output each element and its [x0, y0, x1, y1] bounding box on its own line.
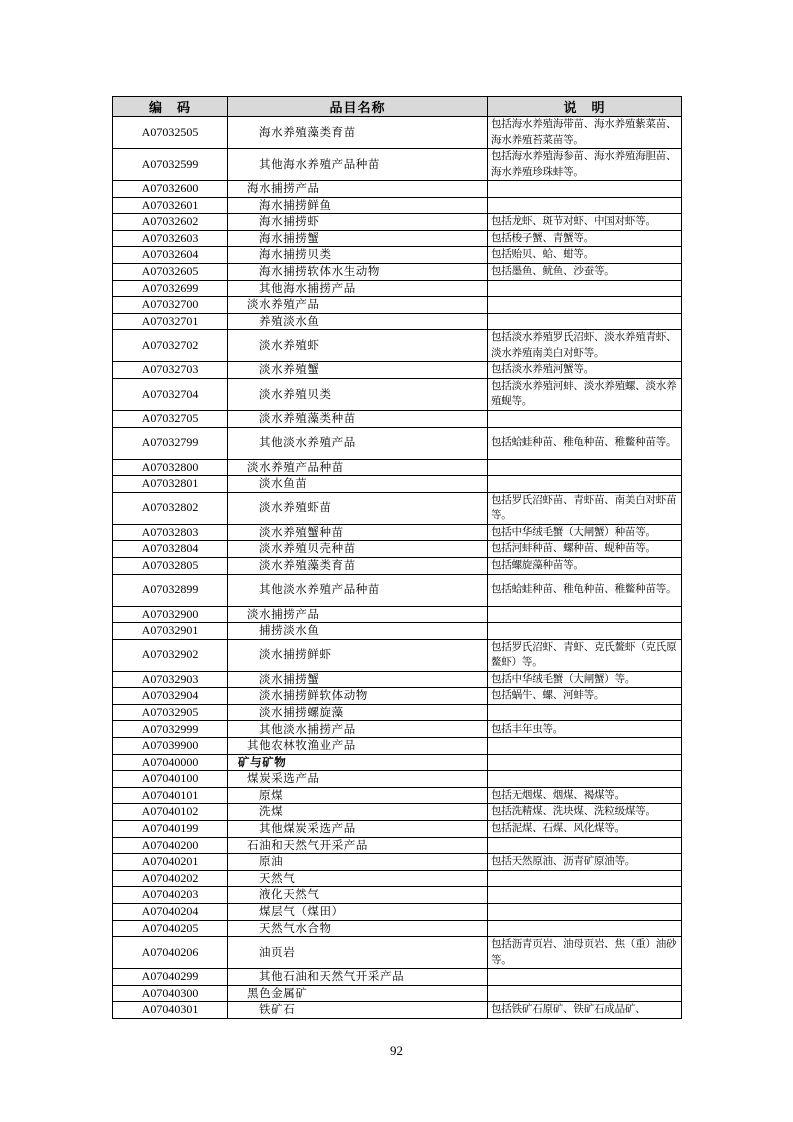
- table-row: [113, 870, 682, 887]
- item-code: A07032704: [113, 378, 228, 410]
- item-name: 原油: [228, 854, 488, 871]
- item-description: 包括中华绒毛蟹（大闸蟹）种苗等。: [488, 524, 682, 541]
- table-row: [113, 985, 682, 1002]
- item-code: A07032804: [113, 541, 228, 558]
- item-code: A07040100: [113, 771, 228, 788]
- item-name: 天然气水合物: [228, 920, 488, 937]
- item-name: 油页岩: [228, 937, 488, 969]
- table-row: [113, 671, 682, 688]
- item-description: 包括淡水养殖河蚌、淡水养殖螺、淡水养殖蚬等。: [488, 378, 682, 410]
- item-description: 包括蜗牛、螺、河蚌等。: [488, 688, 682, 705]
- item-description: 包括丰年虫等。: [488, 721, 682, 738]
- item-description: [488, 459, 682, 476]
- item-description: 包括淡水养殖河蟹等。: [488, 362, 682, 379]
- item-code: A07040300: [113, 985, 228, 1002]
- table-row: [113, 247, 682, 264]
- item-name: 淡水捕捞螺旋藻: [228, 704, 488, 721]
- item-name: 淡水养殖蟹: [228, 362, 488, 379]
- item-code: A07032603: [113, 230, 228, 247]
- item-name: 煤炭采选产品: [228, 771, 488, 788]
- item-description: 包括墨鱼、鱿鱼、沙蚕等。: [488, 263, 682, 280]
- item-description: [488, 280, 682, 297]
- table-row: [113, 214, 682, 231]
- item-name: 淡水养殖虾: [228, 330, 488, 362]
- table-row: [113, 410, 682, 427]
- table-row: [113, 378, 682, 410]
- item-code: A07032599: [113, 149, 228, 181]
- item-description: [488, 870, 682, 887]
- table-row: [113, 230, 682, 247]
- item-description: 包括淡水养殖罗氏沼虾、淡水养殖青虾、淡水养殖南美白对虾等。: [488, 330, 682, 362]
- page-number: 92: [390, 1043, 403, 1058]
- item-code: A07040102: [113, 804, 228, 821]
- item-name: 铁矿石: [228, 1002, 488, 1019]
- item-code: A07032702: [113, 330, 228, 362]
- item-name: 淡水捕捞鲜虾: [228, 639, 488, 671]
- item-code: A07032802: [113, 492, 228, 524]
- item-name: 淡水捕捞蟹: [228, 671, 488, 688]
- item-code: A07032605: [113, 263, 228, 280]
- item-description: [488, 969, 682, 986]
- item-name: 淡水捕捞鲜软体动物: [228, 688, 488, 705]
- item-name: 淡水养殖贝类: [228, 378, 488, 410]
- item-code: A07040203: [113, 887, 228, 904]
- table-row: [113, 738, 682, 755]
- item-name: 海水捕捞鲜鱼: [228, 197, 488, 214]
- table-row: [113, 837, 682, 854]
- item-code: A07032803: [113, 524, 228, 541]
- item-code: A07040301: [113, 1002, 228, 1019]
- table-row: [113, 476, 682, 493]
- item-code: A07032600: [113, 181, 228, 198]
- table-row: [113, 639, 682, 671]
- item-code: A07032905: [113, 704, 228, 721]
- item-description: [488, 985, 682, 1002]
- item-name: 海水捕捞蟹: [228, 230, 488, 247]
- item-description: [488, 606, 682, 623]
- table-row: [113, 263, 682, 280]
- table-row: [113, 574, 682, 606]
- item-description: 包括铁矿石原矿、铁矿石成品矿、: [488, 1002, 682, 1019]
- table-row: [113, 557, 682, 574]
- item-description: 包括梭子蟹、青蟹等。: [488, 230, 682, 247]
- item-description: 包括螺旋藻种苗等。: [488, 557, 682, 574]
- item-code: A07032904: [113, 688, 228, 705]
- table-row: [113, 688, 682, 705]
- table-row: [113, 149, 682, 181]
- item-name: 养殖淡水鱼: [228, 313, 488, 330]
- table-row: [113, 721, 682, 738]
- item-code: A07032703: [113, 362, 228, 379]
- table-row: [113, 804, 682, 821]
- item-name: 淡水养殖藻类育苗: [228, 557, 488, 574]
- table-row: [113, 704, 682, 721]
- table-body: [113, 117, 682, 1019]
- table-row: [113, 1002, 682, 1019]
- item-description: 包括蛤蛙种苗、稚龟种苗、稚鳖种苗等。: [488, 574, 682, 606]
- item-description: [488, 754, 682, 771]
- item-name: 淡水养殖蟹种苗: [228, 524, 488, 541]
- table-row: [113, 541, 682, 558]
- table-row: [113, 492, 682, 524]
- item-name: 其他石油和天然气开采产品: [228, 969, 488, 986]
- item-description: [488, 904, 682, 921]
- item-code: A07032705: [113, 410, 228, 427]
- item-code: A07040201: [113, 854, 228, 871]
- table-row: [113, 459, 682, 476]
- item-description: [488, 297, 682, 314]
- item-name: 淡水养殖贝壳种苗: [228, 541, 488, 558]
- item-name: 淡水养殖藻类种苗: [228, 410, 488, 427]
- item-name: 天然气: [228, 870, 488, 887]
- item-name: 液化天然气: [228, 887, 488, 904]
- item-name: 海水捕捞产品: [228, 181, 488, 198]
- table-row: [113, 117, 682, 149]
- table-row: [113, 313, 682, 330]
- table-row: [113, 362, 682, 379]
- item-description: 包括罗氏沼虾苗、青虾苗、南美白对虾苗等。: [488, 492, 682, 524]
- item-name: 矿与矿物: [228, 754, 488, 771]
- table-row: [113, 920, 682, 937]
- item-description: [488, 623, 682, 640]
- item-code: A07040101: [113, 787, 228, 804]
- item-description: 包括海水养殖海参苗、海水养殖海胆苗、海水养殖珍珠蚌等。: [488, 149, 682, 181]
- table-row: [113, 427, 682, 459]
- item-description: [488, 410, 682, 427]
- item-code: A07040202: [113, 870, 228, 887]
- item-description: 包括天然原油、沥青矿原油等。: [488, 854, 682, 871]
- item-name: 淡水捕捞产品: [228, 606, 488, 623]
- table-row: [113, 181, 682, 198]
- item-description: [488, 738, 682, 755]
- item-name: 海水捕捞贝类: [228, 247, 488, 264]
- item-name: 捕捞淡水鱼: [228, 623, 488, 640]
- item-code: A07032801: [113, 476, 228, 493]
- item-code: A07032899: [113, 574, 228, 606]
- item-description: 包括罗氏沼虾、青虾、克氏鳌虾（克氏原鳌虾）等。: [488, 639, 682, 671]
- item-description: [488, 476, 682, 493]
- item-name: 淡水养殖产品种苗: [228, 459, 488, 476]
- item-name: 淡水鱼苗: [228, 476, 488, 493]
- item-name: 洗煤: [228, 804, 488, 821]
- item-code: A07032799: [113, 427, 228, 459]
- item-description: 包括河蚌种苗、螺种苗、蚬种苗等。: [488, 541, 682, 558]
- item-description: 包括中华绒毛蟹（大闸蟹）等。: [488, 671, 682, 688]
- item-name: 其他煤炭采选产品: [228, 821, 488, 838]
- item-code: A07032999: [113, 721, 228, 738]
- item-description: 包括龙虾、斑节对虾、中国对虾等。: [488, 214, 682, 231]
- item-name: 黑色金属矿: [228, 985, 488, 1002]
- item-name: 原煤: [228, 787, 488, 804]
- item-description: [488, 181, 682, 198]
- item-code: A07032903: [113, 671, 228, 688]
- item-code: A07032602: [113, 214, 228, 231]
- table-row: [113, 330, 682, 362]
- item-code: A07032601: [113, 197, 228, 214]
- item-code: A07040204: [113, 904, 228, 921]
- item-name: 其他淡水捕捞产品: [228, 721, 488, 738]
- item-code: A07032800: [113, 459, 228, 476]
- item-name: 淡水养殖虾苗: [228, 492, 488, 524]
- item-description: 包括蛤蛙种苗、稚龟种苗、稚鳖种苗等。: [488, 427, 682, 459]
- item-description: 包括沥青页岩、油母页岩、焦（重）油砂等。: [488, 937, 682, 969]
- item-description: 包括海水养殖海带苗、海水养殖紫菜苗、海水养殖苔菜苗等。: [488, 117, 682, 149]
- table-row: [113, 787, 682, 804]
- item-name: 煤层气（煤田）: [228, 904, 488, 921]
- item-code: A07032604: [113, 247, 228, 264]
- item-code: A07040000: [113, 754, 228, 771]
- item-code: A07040206: [113, 937, 228, 969]
- table-row: [113, 854, 682, 871]
- item-name: 海水捕捞软体水生动物: [228, 263, 488, 280]
- item-code: A07032699: [113, 280, 228, 297]
- table-row: [113, 937, 682, 969]
- item-code: A07040200: [113, 837, 228, 854]
- item-description: 包括洗精煤、洗块煤、洗粒级煤等。: [488, 804, 682, 821]
- item-code: A07039900: [113, 738, 228, 755]
- table-row: [113, 754, 682, 771]
- item-name: 石油和天然气开采产品: [228, 837, 488, 854]
- table-row: [113, 297, 682, 314]
- table-row: [113, 821, 682, 838]
- table-row: [113, 771, 682, 788]
- item-name: 其他海水养殖产品种苗: [228, 149, 488, 181]
- table-row: [113, 623, 682, 640]
- catalog-table: [112, 96, 682, 1019]
- item-description: [488, 887, 682, 904]
- item-description: [488, 197, 682, 214]
- item-code: A07032901: [113, 623, 228, 640]
- item-name: 其他淡水养殖产品种苗: [228, 574, 488, 606]
- item-code: A07040199: [113, 821, 228, 838]
- item-name: 海水养殖藻类育苗: [228, 117, 488, 149]
- item-name: 其他淡水养殖产品: [228, 427, 488, 459]
- table-row: [113, 969, 682, 986]
- item-code: A07032700: [113, 297, 228, 314]
- item-description: [488, 837, 682, 854]
- table-header-row: [113, 97, 682, 117]
- table-row: [113, 904, 682, 921]
- item-description: 包括贻贝、蛤、蚶等。: [488, 247, 682, 264]
- table-row: [113, 197, 682, 214]
- item-description: [488, 771, 682, 788]
- item-description: [488, 920, 682, 937]
- table-row: [113, 280, 682, 297]
- item-name: 其他农林牧渔业产品: [228, 738, 488, 755]
- item-description: [488, 704, 682, 721]
- item-code: A07032900: [113, 606, 228, 623]
- header-name: 品目名称: [228, 97, 488, 117]
- item-name: 其他海水捕捞产品: [228, 280, 488, 297]
- item-code: A07032701: [113, 313, 228, 330]
- item-code: A07032805: [113, 557, 228, 574]
- item-code: A07040205: [113, 920, 228, 937]
- item-name: 海水捕捞虾: [228, 214, 488, 231]
- item-name: 淡水养殖产品: [228, 297, 488, 314]
- item-code: A07032902: [113, 639, 228, 671]
- item-description: [488, 313, 682, 330]
- table-row: [113, 887, 682, 904]
- item-description: 包括无烟煤、烟煤、褐煤等。: [488, 787, 682, 804]
- item-code: A07032505: [113, 117, 228, 149]
- item-code: A07040299: [113, 969, 228, 986]
- table-row: [113, 524, 682, 541]
- table-row: [113, 606, 682, 623]
- item-description: 包括泥煤、石煤、风化煤等。: [488, 821, 682, 838]
- header-desc: 说 明: [488, 97, 682, 117]
- header-code: 编 码: [113, 97, 228, 117]
